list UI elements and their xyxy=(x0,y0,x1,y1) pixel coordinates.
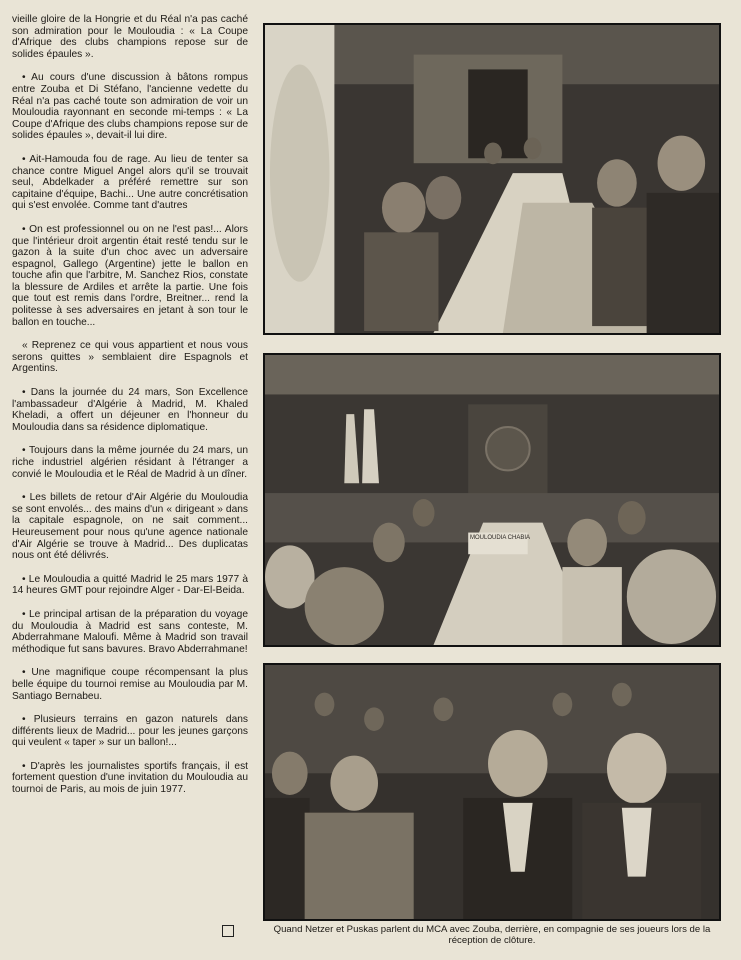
photo-caption: Quand Netzer et Puskas parlent du MCA avec Zouba, derrière, en compagnie de ses joueurs lors de la réception de clôture. xyxy=(273,924,711,946)
photo-reception-hall xyxy=(263,353,721,647)
article-paragraph: • Toujours dans la même journée du 24 mars, un riche industriel algérien résidant à l'étranger a convié le Mouloudia et le Réal de Madrid à un dîner. xyxy=(12,445,248,480)
article-paragraph: • Le Mouloudia a quitté Madrid le 25 mars 1977 à 14 heures GMT pour rejoindre Alger - Dar-El-Beida. xyxy=(12,573,248,597)
article-column xyxy=(12,14,248,944)
photo-reception-hall-image xyxy=(265,355,719,645)
article-paragraph: • On est professionnel ou on ne l'est pas!... Alors que l'intérieur droit argentin était resté tendu sur le gazon à la suite d'un choc avec un adversaire espagnol, Gallego (Argentine) jette le ballon en touche afin que l'arbitre, M. Sanchez Rios, constate la blessure de Ardiles et arrête la partie. Une fois que tout est remis dans l'ordre, Breitner... rend la politesse à ses adversaires en jetant à son tour le ballon en touche... xyxy=(12,223,248,328)
article-paragraph: • Plusieurs terrains en gazon naturels dans différents lieux de Madrid... pour les jeunes garçons qui veulent « taper » sur un ballon!... xyxy=(12,714,248,749)
article-paragraph: • Au cours d'une discussion à bâtons rompus entre Zouba et Di Stéfano, l'ancienne vedette du Réal n'a pas caché toute son admiration de voir un Mouloudia rayonnant en seconde mi-temps : « La Coupe d'Afrique des clubs champions repose sur de solides épaules », devait-il lui dire. xyxy=(12,72,248,142)
photo-banquet-players-image xyxy=(265,25,719,333)
end-of-article-mark xyxy=(222,925,234,937)
article-paragraph: • Une magnifique coupe récompensant la plus belle équipe du tournoi remise au Mouloudia par M. Santiago Bernabeu. xyxy=(12,667,248,702)
article-paragraph: « Reprenez ce qui vous appartient et nous vous serons quittes » semblaient dire Espagnols et Argentins. xyxy=(12,340,248,375)
article-paragraph: • Dans la journée du 24 mars, Son Excellence l'ambassadeur d'Algérie à Madrid, M. Khaled Kheladi, a offert un déjeuner en l'honneur du Mouloudia dans sa résidence diplomatique. xyxy=(12,387,248,433)
article-paragraph: • Les billets de retour d'Air Algérie du Mouloudia se sont envolés... des mains d'un « dirigeant » dans la capitale espagnole, on ne sait comment... Heureusement pour nous qu'une agence nationale d'Air Algérie se trouve à Madrid... Des duplicatas nous ont été délivrés. xyxy=(12,492,248,562)
article-paragraph: vieille gloire de la Hongrie et du Réal n'a pas caché son admiration pour le Mouloudia : « La Coupe d'Afrique des clubs champions repose sur de solides épaules ». xyxy=(12,14,248,60)
photo-banquet-players xyxy=(263,23,721,335)
article-paragraph: • Ait-Hamouda fou de rage. Au lieu de tenter sa chance contre Miguel Angel alors qu'il se trouvait seul, Abdelkader a préféré remettre sur son capitaine d'équipe, Bachi... Une autre concrétisation qui s'est envolée. Comme tant d'autres xyxy=(12,153,248,212)
photo-netzer-puskas xyxy=(263,663,721,921)
article-paragraph: • Le principal artisan de la préparation du voyage du Mouloudia à Madrid est sans conteste, M. Abderrahmane Maloufi. Même à Madrid son travail méthodique fut sans bavures. Bravo Abderrahmane! xyxy=(12,608,248,655)
photo-netzer-puskas-image xyxy=(265,665,719,919)
table-sign: MOULOUDIA CHABIA xyxy=(470,535,531,541)
article-paragraph: • D'après les journalistes sportifs français, il est fortement question d'une invitation du Mouloudia au tournoi de Paris, au mois de juin 1977. xyxy=(12,760,248,796)
